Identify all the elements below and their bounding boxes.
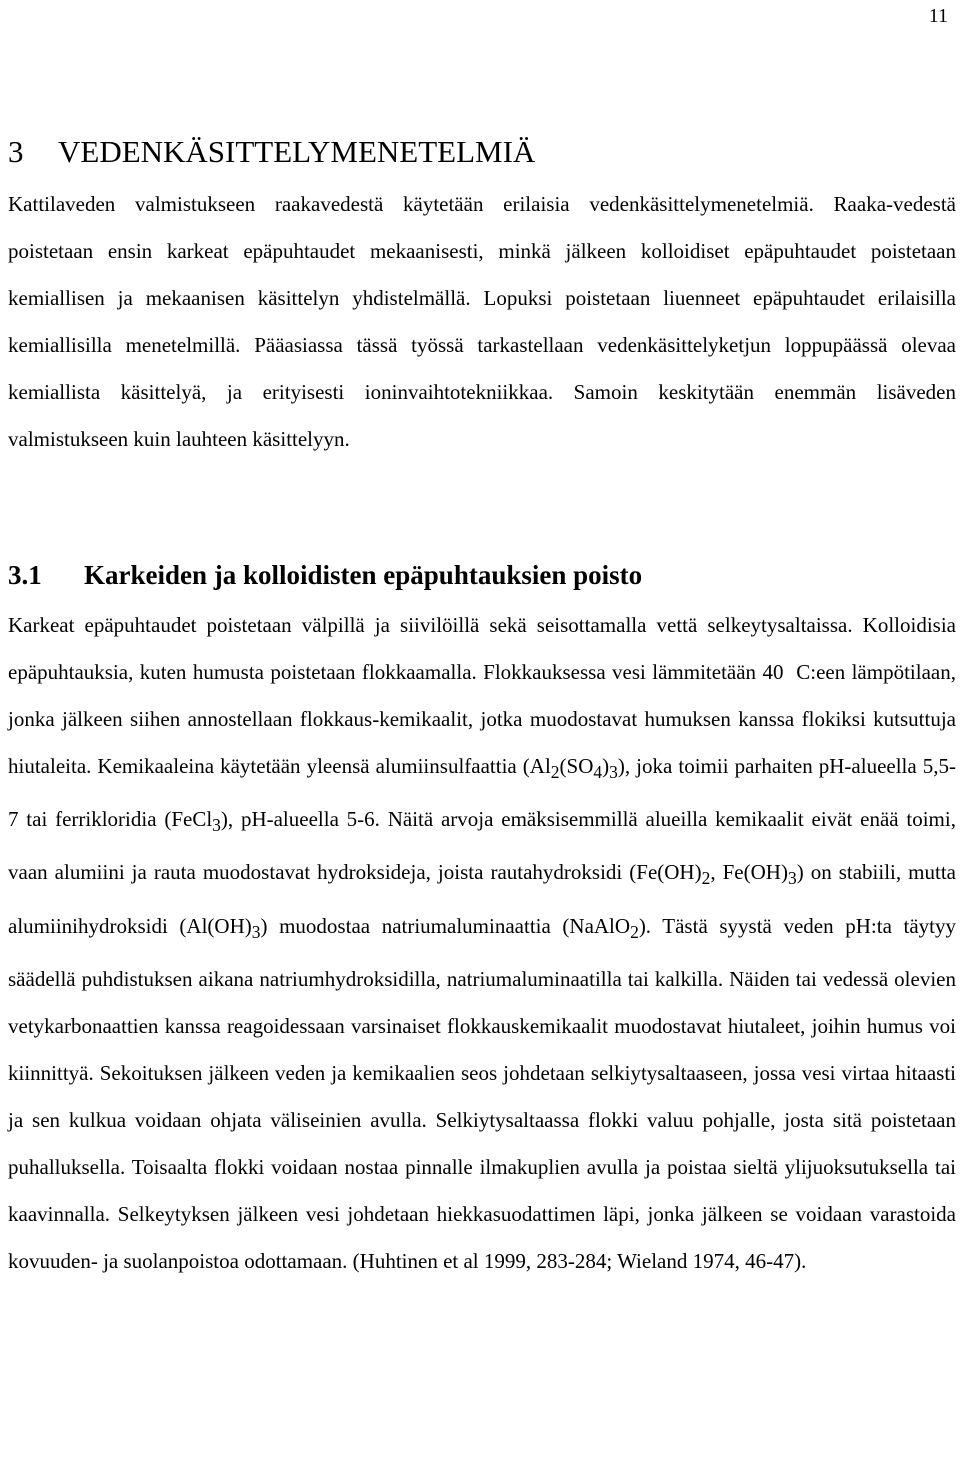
section-heading [8, 130, 535, 174]
section-number: 3 [8, 134, 24, 169]
subsection-heading [8, 553, 642, 597]
subsection-title: Karkeiden ja kolloidisten epäpuhtauksien poisto [84, 560, 643, 590]
page-number: 11 [928, 5, 948, 27]
section-paragraph: Kattilaveden valmistukseen raakavedestä käytetään erilaisia vedenkäsittelymenetelmiä. Raaka-vedestä poistetaan ensin karkeat epäpuhtaudet mekaanisesti, minkä jälkeen kolloidiset epäpuhtaudet poistetaan kemiallisen ja mekaanisen käsittelyn yhdistelmällä. Lopuksi poistetaan liuenneet epäpuhtaudet erilaisilla kemiallisilla menetelmillä. Pääasiassa tässä työssä tarkastellaan vedenkäsittelyketjun loppupäässä olevaa kemiallista käsittelyä, ja erityisesti ioninvaihtotekniikkaa. Samoin keskitytään enemmän lisäveden valmistukseen kuin lauhteen käsittelyyn. [8, 192, 956, 451]
section-title: VEDENKÄSITTELYMENETELMIÄ [58, 134, 536, 169]
subsection-number: 3.1 [8, 560, 42, 590]
subsection-paragraph: Karkeat epäpuhtaudet poistetaan välpillä ja siivilöillä sekä seisottamalla vettä selkeytysaltaissa. Kolloidisia epäpuhtauksia, kuten humusta poistetaan flokkaamalla. Flokkauksessa vesi lämmitetään 40 C:een lämpötilaan, jonka jälkeen siihen annostellaan flokkaus-kemikaalit, jotka muodostavat humuksen kanssa flokiksi kutsuttuja hiutaleita. Kemikaaleina käytetään yleensä alumiinsulfaattia $(Al_2(SO_4)_3)$, joka toimii parhaiten pH-alueella 5,5-7 tai ferrikloridia (FeCl$_3$), pH-alueella 5-6. Näitä arvoja emäksisemmillä alueilla kemikaalit eivät enää toimi, vaan alumiini ja rauta muodostavat hydroksideja, joista rautahydroksidi ($Fe(OH)_2$, $Fe(OH)_3$) on stabiili, mutta alumiinihydroksidi $(Al(OH)_3)$ muodostaa natriumaluminaattia (NaAlO$_2$). Tästä syystä veden pH:ta täytyy säädellä puhdistuksen aikana natriumhydroksidilla, natriumaluminaatilla tai kalkilla. Näiden tai vedessä olevien vetykarbonaattien kanssa reagoidessaan varsinaiset flokkauskemikaalit muodostavat hiutaleet, joihin humus voi kiinnittyä. Sekoituksen jälkeen veden ja kemikaalien seos johdetaan selkiytysaltaaseen, jossa vesi virtaa hitaasti ja sen kulkua voidaan ohjata väliseinien avulla. Selkiytysaltaassa flokki valuu pohjalle, josta sitä poistetaan puhalluksella. Toisaalta flokki voidaan nostaa pinnalle ilmakuplien avulla ja poistaa sieltä ylijuoksutuksella tai kaavinnalla. Selkeytyksen jälkeen vesi johdetaan hiekkasuodattimen läpi, jonka jälkeen se voidaan varastoida kovuuden- ja suolanpoistoa odottamaan. (Huhtinen et al 1999, 283-284; Wieland 1974, 46-47). [8, 613, 957, 1273]
